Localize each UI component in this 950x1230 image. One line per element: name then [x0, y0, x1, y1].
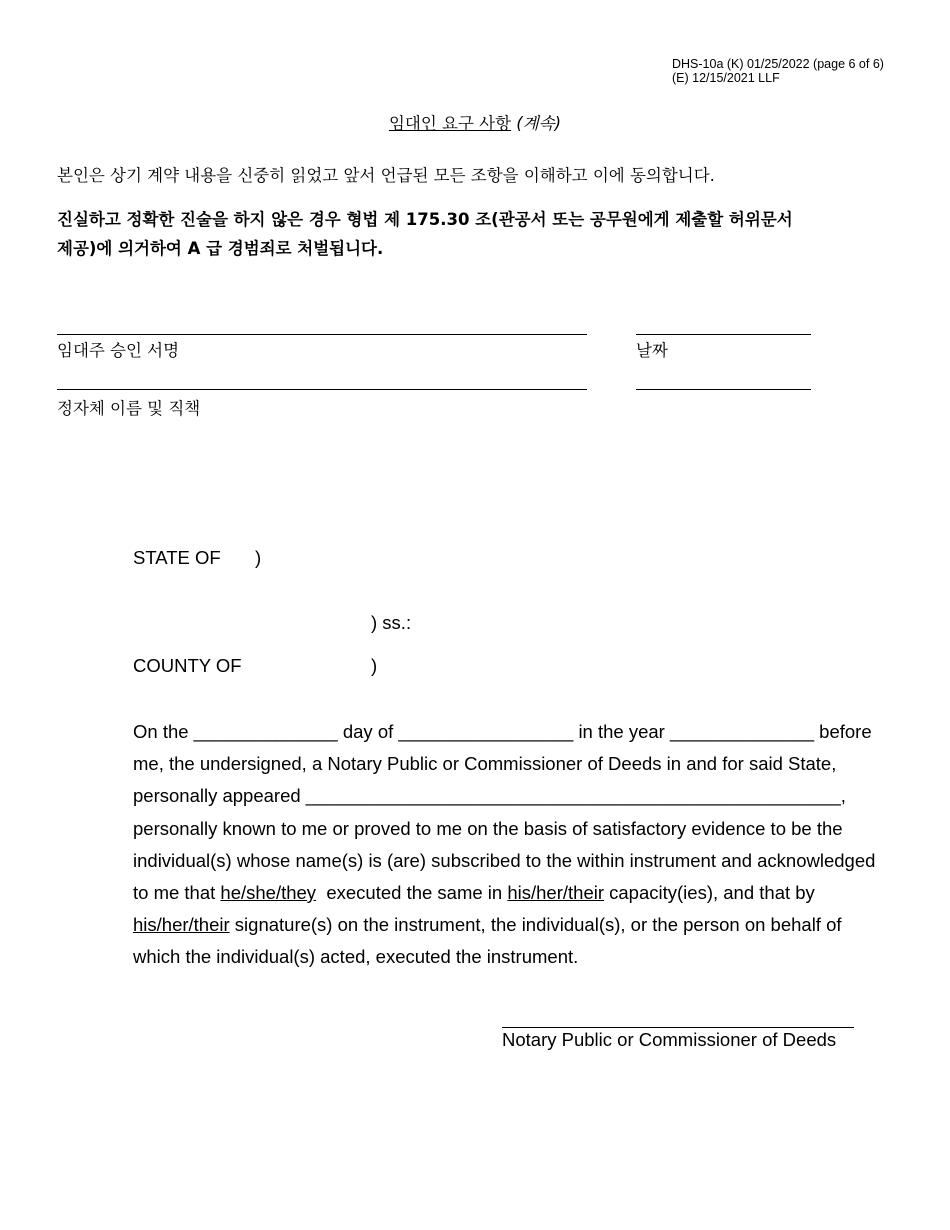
landlord-signature-line[interactable] [57, 334, 587, 335]
second-date-line[interactable] [636, 389, 811, 390]
landlord-signature-label: 임대주 승인 서명 [57, 341, 180, 360]
form-revision: (E) 12/15/2021 LLF [672, 71, 780, 85]
ack-line-4: personally known to me or proved to me on the basis of satisfactory evidence to be the [133, 817, 843, 839]
ack-line-6 [133, 877, 903, 909]
ack-line-7 [133, 909, 903, 941]
ack-pronoun-3: his/her/their [133, 914, 230, 936]
agreement-statement: 본인은 상기 계약 내용을 신중히 읽었고 앞서 언급된 모든 조항을 이해하고 이에 동의합니다. [57, 166, 715, 185]
county-of-label: COUNTY OF [133, 655, 242, 676]
ack-line-6-a: to me that [133, 882, 221, 904]
date-line[interactable] [636, 334, 811, 335]
date-label: 날짜 [636, 341, 668, 360]
ack-pronoun-1: he/she/they [220, 882, 317, 904]
ack-line-8: which the individual(s) acted, executed the instrument. [133, 946, 579, 968]
ack-pronoun-2: his/her/their [507, 882, 604, 904]
page-title [0, 110, 950, 134]
notary-signature-label: Notary Public or Commissioner of Deeds [502, 1029, 837, 1050]
page-title-main: 임대인 요구 사항 [388, 114, 512, 133]
notary-signature-line[interactable] [502, 1027, 854, 1028]
ack-line-2: me, the undersigned, a Notary Public or Commissioner of Deeds in and for said State, [133, 753, 837, 775]
notary-acknowledgment [133, 716, 903, 974]
ack-line-1: On the ______________ day of _________________ in the year ______________ before [133, 721, 872, 742]
print-name-title-line[interactable] [57, 389, 587, 390]
print-name-title-label: 정자체 이름 및 직책 [57, 399, 201, 418]
ack-line-3: personally appeared ____________________________________________________, [133, 785, 846, 807]
page-title-suffix: (계속) [516, 114, 562, 133]
state-of-paren: ) [255, 547, 262, 568]
state-of-label: STATE OF [133, 547, 221, 568]
form-number: DHS-10a (K) 01/25/2022 (page 6 of 6) [672, 57, 884, 71]
ss-label: ) ss.: [371, 612, 412, 633]
ack-line-6-c: capacity(ies), and that by [604, 882, 815, 904]
warning-line-2: 제공)에 의거하여 A 급 경범죄로 처벌됩니다. [57, 239, 384, 258]
ack-line-5: individual(s) whose name(s) is (are) subscribed to the within instrument and acknowledged [133, 849, 876, 871]
county-of-paren: ) [371, 655, 378, 676]
warning-line-1: 진실하고 정확한 진술을 하지 않은 경우 형법 제 175.30 조(관공서 또는 공무원에게 제출할 허위문서 [57, 210, 793, 229]
ack-line-7-b: signature(s) on the instrument, the individual(s), or the person on behalf of [229, 914, 842, 936]
ack-line-6-b: executed the same in [316, 882, 508, 904]
